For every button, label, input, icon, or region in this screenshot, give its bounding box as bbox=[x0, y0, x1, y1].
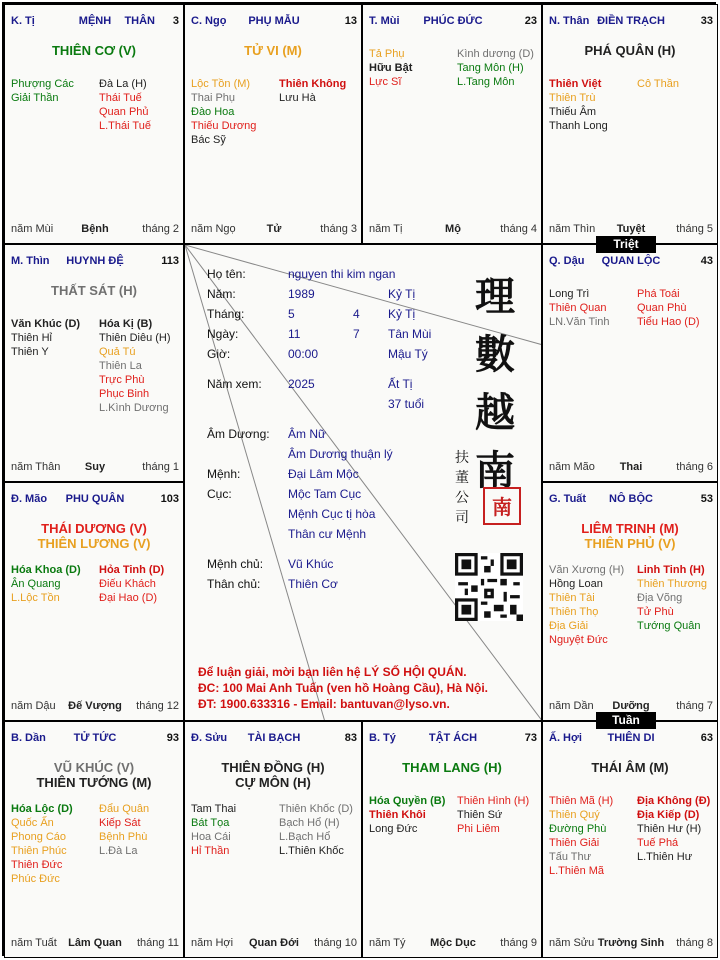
year-note: năm Dậu bbox=[11, 700, 56, 712]
palace-name: TÀI BẠCH bbox=[247, 732, 301, 744]
minor-star: Cô Thần bbox=[637, 78, 679, 90]
minor-star: Bệnh Phù bbox=[99, 831, 148, 843]
minor-star: Bạch Hổ (H) bbox=[279, 817, 340, 829]
branch-label: Ấ. Hợi bbox=[549, 732, 582, 744]
minor-star: L.Tang Môn bbox=[457, 76, 515, 88]
main-stars bbox=[547, 521, 713, 551]
branch-label: B. Dần bbox=[11, 732, 46, 744]
main-stars bbox=[9, 283, 179, 298]
am-duong-note: Âm Dương thuận lý bbox=[288, 447, 393, 461]
main-star: THIÊN CƠ (V) bbox=[51, 43, 137, 58]
minor-star: Phúc Đức bbox=[11, 873, 60, 885]
minor-star: Thiên La bbox=[99, 360, 142, 372]
qr-code[interactable] bbox=[455, 553, 523, 621]
minor-star: Thiên Hỉ bbox=[11, 332, 52, 344]
red-seal: 南 bbox=[483, 487, 521, 525]
than-chu-label: Thân chủ: bbox=[207, 577, 261, 591]
minor-star: Lực Sĩ bbox=[369, 76, 402, 88]
view-year-canchi: Ất Tị bbox=[388, 377, 413, 391]
main-stars bbox=[189, 760, 357, 790]
hour-label: Giờ: bbox=[207, 347, 231, 361]
month-value: 5 bbox=[288, 307, 295, 321]
year-note: năm Tị bbox=[369, 223, 403, 235]
age-value: 37 tuổi bbox=[388, 397, 425, 411]
palace-mao bbox=[4, 482, 184, 721]
minor-star: Thiếu Dương bbox=[191, 120, 257, 132]
palace-number: 73 bbox=[524, 732, 537, 744]
minor-star: L.Bạch Hổ bbox=[279, 831, 331, 843]
minor-star: Đẩu Quân bbox=[99, 803, 150, 815]
minor-star: Linh Tinh (H) bbox=[637, 564, 705, 576]
palace-name: PHỤ MẪU bbox=[248, 15, 300, 27]
month-note: tháng 4 bbox=[500, 223, 537, 235]
main-star: THIÊN TƯỚNG (M) bbox=[36, 775, 152, 790]
palace-name: ĐIỀN TRẠCH bbox=[597, 15, 665, 27]
minor-star: LN.Văn Tinh bbox=[549, 316, 610, 328]
minor-star: Đường Phù bbox=[549, 823, 607, 835]
branch-label: Đ. Sửu bbox=[191, 732, 228, 744]
palace-ngo bbox=[184, 4, 362, 244]
year-note: năm Hợi bbox=[191, 937, 234, 949]
minor-star: Thiên Quan bbox=[549, 302, 607, 314]
minor-star: L.Lộc Tồn bbox=[11, 592, 60, 604]
palace-mui bbox=[362, 4, 542, 244]
branch-label: Đ. Mão bbox=[11, 493, 48, 505]
minor-star: Nguyệt Đức bbox=[549, 634, 608, 646]
minor-star: Quan Phù bbox=[637, 302, 687, 314]
palace-name: TỬ TỨC bbox=[73, 732, 117, 744]
minor-star: L.Thái Tuế bbox=[99, 120, 151, 132]
minor-star: Hồng Loan bbox=[549, 578, 603, 590]
month-note: tháng 3 bbox=[320, 223, 357, 235]
month-note: tháng 7 bbox=[676, 700, 713, 712]
main-stars bbox=[547, 43, 713, 58]
palace-suu bbox=[184, 721, 362, 958]
palace-number: 113 bbox=[161, 255, 179, 267]
minor-star: Quan Phủ bbox=[99, 106, 149, 118]
triet-tag: Triệt bbox=[596, 236, 656, 253]
tuan-tag: Tuần bbox=[596, 712, 656, 729]
palace-dau bbox=[542, 244, 718, 482]
minor-star: Phong Cáo bbox=[11, 831, 67, 843]
year-note: năm Thân bbox=[11, 461, 61, 473]
minor-star: Thiên Trù bbox=[549, 92, 596, 104]
minor-star: Thiên Khốc (D) bbox=[279, 803, 353, 815]
menh-label: Mệnh: bbox=[207, 467, 241, 481]
palace-number: 33 bbox=[700, 15, 713, 27]
logo-char-1: 理 bbox=[475, 273, 515, 320]
life-stage: Mộ bbox=[445, 223, 461, 235]
minor-star: Thiên Khôi bbox=[369, 809, 426, 821]
minor-star: Tam Thai bbox=[191, 803, 237, 815]
minor-star: Địa Võng bbox=[637, 592, 683, 604]
minor-star: Địa Giải bbox=[549, 620, 589, 632]
minor-star: Thanh Long bbox=[549, 120, 608, 132]
contact-line-2: ĐC: 100 Mai Anh Tuấn (ven hồ Hoàng Cầu), Hà Nội. bbox=[198, 681, 489, 695]
month-note: tháng 2 bbox=[142, 223, 179, 235]
hour-canchi: Mậu Tý bbox=[388, 347, 428, 361]
palace-name: QUAN LỘC bbox=[601, 255, 661, 267]
palace-ti bbox=[4, 4, 184, 244]
minor-star: Hỏa Tinh (D) bbox=[99, 564, 165, 576]
logo-char-4: 南 bbox=[475, 447, 515, 494]
minor-star: Trực Phù bbox=[99, 374, 145, 386]
main-star: THIÊN LƯƠNG (V) bbox=[37, 536, 151, 551]
year-note: năm Mão bbox=[549, 461, 595, 473]
minor-star: Thiên Hình (H) bbox=[457, 795, 530, 807]
palace-name: MỆNH bbox=[78, 15, 112, 27]
minor-star: Hỉ Thần bbox=[191, 845, 230, 857]
branch-label: B. Tý bbox=[369, 732, 396, 744]
day-canchi: Tân Mùi bbox=[388, 327, 432, 341]
cuc-note-1: Mệnh Cục tị hòa bbox=[288, 507, 376, 521]
palace-name: PHÚC ĐỨC bbox=[423, 15, 483, 27]
main-star: THAM LANG (H) bbox=[402, 760, 502, 775]
main-star: TỬ VI (M) bbox=[244, 43, 302, 58]
minor-star: Văn Khúc (D) bbox=[11, 318, 81, 330]
minor-star: Thiên Quý bbox=[549, 809, 600, 821]
day-value: 11 bbox=[288, 327, 301, 341]
center-info-panel bbox=[184, 244, 542, 721]
main-stars bbox=[9, 521, 179, 551]
palace-name: PHU QUÂN bbox=[65, 493, 125, 505]
minor-star: Thiên Sứ bbox=[457, 809, 503, 821]
main-star: THIÊN ĐỒNG (H) bbox=[221, 760, 325, 775]
minor-star: Kiếp Sát bbox=[99, 817, 141, 829]
branch-label: M. Thìn bbox=[11, 255, 50, 267]
palace-number: 83 bbox=[344, 732, 357, 744]
palace-name: NÔ BỘC bbox=[609, 493, 653, 505]
month-note: tháng 8 bbox=[676, 937, 713, 949]
minor-star: Thiên Phúc bbox=[11, 845, 67, 857]
logo-small-2: 董 bbox=[455, 470, 469, 486]
minor-star: Thiên Thương bbox=[637, 578, 708, 590]
year-note: năm Tuất bbox=[11, 937, 57, 949]
main-star: THÁI DƯƠNG (V) bbox=[41, 521, 147, 536]
minor-star: Bác Sỹ bbox=[191, 134, 226, 146]
palace-than bbox=[542, 4, 718, 244]
menh-value: Đại Lâm Mộc bbox=[288, 467, 359, 481]
life-stage: Trường Sinh bbox=[597, 937, 665, 949]
life-stage: Dưỡng bbox=[612, 700, 650, 712]
minor-star: Thiên Thọ bbox=[549, 606, 599, 618]
branch-label: K. Tị bbox=[11, 15, 35, 27]
main-star: VŨ KHÚC (V) bbox=[53, 760, 135, 775]
branch-label: N. Thân bbox=[549, 15, 590, 27]
month-note: tháng 1 bbox=[142, 461, 179, 473]
logo-small-3: 公 bbox=[455, 490, 469, 506]
palace-thin bbox=[4, 244, 184, 482]
minor-star: Thiên Tài bbox=[549, 592, 595, 604]
main-star: THẤT SÁT (H) bbox=[51, 283, 137, 298]
year-label: Năm: bbox=[207, 287, 236, 301]
minor-star: Thiên Hư (H) bbox=[637, 823, 702, 835]
life-stage: Thai bbox=[619, 461, 643, 473]
branch-label: G. Tuất bbox=[549, 493, 587, 505]
minor-star: Bát Tọa bbox=[191, 817, 230, 829]
minor-star: Hoa Cái bbox=[191, 831, 231, 843]
minor-star: L.Thiên Mã bbox=[549, 865, 605, 877]
minor-star: L.Thiên Hư bbox=[637, 851, 693, 863]
than-chu-value: Thiên Cơ bbox=[288, 577, 338, 591]
life-stage: Lâm Quan bbox=[68, 937, 122, 949]
minor-star: Tướng Quân bbox=[637, 620, 701, 632]
life-stage: Quan Đới bbox=[249, 937, 299, 949]
month-note: tháng 11 bbox=[136, 937, 179, 949]
minor-star: Tấu Thư bbox=[549, 851, 592, 863]
minor-star: Địa Kiếp (D) bbox=[637, 809, 700, 821]
month-note: tháng 12 bbox=[136, 700, 179, 712]
palace-hoi bbox=[542, 721, 718, 958]
year-canchi: Kỷ Tị bbox=[388, 287, 416, 301]
minor-star: Lưu Hà bbox=[279, 92, 316, 104]
minor-star: Thiên Y bbox=[11, 346, 49, 358]
minor-star: Thiếu Âm bbox=[549, 106, 597, 118]
minor-star: Long Trì bbox=[549, 288, 590, 300]
main-stars bbox=[367, 760, 537, 775]
month-canchi: Kỷ Tị bbox=[388, 307, 416, 321]
life-stage: Bệnh bbox=[81, 223, 109, 235]
main-star: THIÊN PHỦ (V) bbox=[584, 536, 676, 551]
cuc-note-2: Thân cư Mệnh bbox=[288, 527, 367, 541]
minor-star: Long Đức bbox=[369, 823, 418, 835]
cuc-value: Mộc Tam Cục bbox=[288, 487, 362, 501]
palace-number: 3 bbox=[172, 15, 179, 27]
menh-chu-label: Mệnh chủ: bbox=[207, 557, 264, 571]
cuc-label: Cục: bbox=[207, 487, 232, 501]
contact-line-3[interactable]: ĐT: 1900.633316 - Email: bantuvan@lyso.vn. bbox=[198, 697, 450, 711]
logo-small-4: 司 bbox=[455, 510, 469, 526]
minor-star: Đà La (H) bbox=[99, 78, 147, 90]
palace-name: HUYNH ĐỆ bbox=[66, 255, 124, 267]
year-note: năm Tý bbox=[369, 937, 406, 949]
minor-star: Giải Thần bbox=[11, 92, 59, 104]
palace-number: 43 bbox=[700, 255, 713, 267]
palace-number: 13 bbox=[344, 15, 357, 27]
palace-number: 103 bbox=[160, 493, 179, 505]
main-star: LIÊM TRINH (M) bbox=[581, 521, 679, 536]
month-label: Tháng: bbox=[207, 307, 245, 321]
main-stars bbox=[9, 43, 179, 58]
minor-star: Phượng Các bbox=[11, 78, 74, 90]
minor-star: Tử Phù bbox=[637, 606, 674, 618]
minor-star: Thiên Diêu (H) bbox=[99, 332, 171, 344]
minor-star: Thiên Đức bbox=[11, 859, 63, 871]
minor-star: Hữu Bật bbox=[369, 62, 413, 74]
minor-star: Lộc Tồn (M) bbox=[191, 78, 251, 90]
month-note: tháng 6 bbox=[676, 461, 713, 473]
name-value: nguyen thi kim ngan bbox=[288, 267, 396, 281]
than-marker: THÂN bbox=[124, 15, 155, 27]
year-note: năm Thìn bbox=[549, 223, 596, 235]
life-stage: Suy bbox=[84, 461, 106, 473]
minor-star: Đào Hoa bbox=[191, 106, 235, 118]
branch-label: Q. Dậu bbox=[549, 255, 585, 267]
minor-star: Phá Toái bbox=[637, 288, 680, 300]
minor-star: Phục Binh bbox=[99, 388, 150, 400]
minor-star: Quốc Ấn bbox=[11, 817, 54, 829]
minor-star: Phi Liêm bbox=[457, 823, 500, 835]
minor-star: Tiểu Hao (D) bbox=[637, 316, 700, 328]
minor-star: L.Kình Dương bbox=[99, 402, 169, 414]
palace-number: 93 bbox=[166, 732, 179, 744]
palace-ty bbox=[362, 721, 542, 958]
minor-star: Hóa Kị (B) bbox=[99, 318, 153, 330]
minor-star: Tả Phụ bbox=[369, 48, 405, 60]
logo-small-1: 扶 bbox=[455, 450, 469, 466]
hour-value: 00:00 bbox=[288, 347, 319, 361]
year-note: năm Dần bbox=[549, 700, 594, 712]
logo-char-2: 數 bbox=[475, 331, 515, 378]
palace-number: 63 bbox=[700, 732, 713, 744]
name-label: Họ tên: bbox=[207, 267, 246, 281]
main-stars bbox=[189, 43, 357, 58]
main-stars bbox=[547, 760, 713, 775]
minor-star: Thái Tuế bbox=[99, 92, 142, 104]
minor-star: Văn Xương (H) bbox=[549, 564, 625, 576]
minor-star: Thiên Giải bbox=[549, 837, 600, 849]
palace-tuat bbox=[542, 482, 718, 721]
branch-label: T. Mùi bbox=[369, 15, 400, 27]
year-note: năm Ngọ bbox=[191, 223, 236, 235]
palace-dan bbox=[4, 721, 184, 958]
minor-star: Hóa Lộc (D) bbox=[11, 803, 73, 815]
minor-star: Hóa Quyền (B) bbox=[369, 795, 446, 807]
palace-name: TẬT ÁCH bbox=[428, 732, 478, 744]
palace-name: THIÊN DI bbox=[607, 732, 655, 744]
minor-star: Kình dương (D) bbox=[457, 48, 534, 60]
life-stage: Tuyệt bbox=[616, 223, 646, 235]
branch-label: C. Ngọ bbox=[191, 15, 227, 27]
main-star: THÁI ÂM (M) bbox=[591, 760, 669, 775]
minor-star: Ân Quang bbox=[11, 578, 61, 590]
life-stage: Mộc Dục bbox=[430, 937, 476, 949]
minor-star: Thai Phụ bbox=[191, 92, 236, 104]
year-value: 1989 bbox=[288, 287, 315, 301]
month-note: tháng 9 bbox=[500, 937, 537, 949]
main-stars bbox=[9, 760, 179, 790]
menh-chu-value: Vũ Khúc bbox=[288, 557, 334, 571]
horoscope-chart bbox=[2, 2, 716, 956]
year-note: năm Sửu bbox=[549, 937, 595, 949]
day-label: Ngày: bbox=[207, 327, 239, 341]
minor-star: Quả Tú bbox=[99, 346, 136, 358]
contact-line-1: Để luận giải, mời bạn liên hệ LÝ SỐ HỘI QUÁN. bbox=[198, 665, 467, 679]
minor-star: Điếu Khách bbox=[99, 578, 156, 590]
palace-number: 23 bbox=[524, 15, 537, 27]
am-duong-label: Âm Dương: bbox=[207, 427, 270, 441]
month-lunar: 4 bbox=[353, 307, 360, 321]
palace-number: 53 bbox=[700, 493, 713, 505]
view-year-value: 2025 bbox=[288, 377, 315, 391]
minor-star: Thiên Mã (H) bbox=[549, 795, 614, 807]
minor-star: L.Đà La bbox=[99, 845, 138, 857]
life-stage: Đế Vượng bbox=[68, 700, 122, 712]
minor-star: Thiên Không bbox=[279, 78, 347, 90]
minor-star: Thiên Việt bbox=[549, 78, 602, 90]
minor-star: L.Thiên Khốc bbox=[279, 845, 344, 857]
minor-star: Hóa Khoa (D) bbox=[11, 564, 81, 576]
main-star: PHÁ QUÂN (H) bbox=[584, 43, 676, 58]
logo-char-3: 越 bbox=[475, 389, 515, 436]
main-star: CỰ MÔN (H) bbox=[235, 775, 311, 790]
month-note: tháng 5 bbox=[676, 223, 713, 235]
minor-star: Đại Hao (D) bbox=[99, 592, 158, 604]
month-note: tháng 10 bbox=[314, 937, 357, 949]
year-note: năm Mùi bbox=[11, 223, 54, 235]
minor-star: Tang Môn (H) bbox=[457, 62, 524, 74]
minor-star: Địa Không (Đ) bbox=[637, 795, 711, 807]
minor-star: Tuế Phá bbox=[637, 837, 679, 849]
am-duong-value: Âm Nữ bbox=[288, 427, 327, 441]
view-year-label: Năm xem: bbox=[207, 377, 262, 391]
day-lunar: 7 bbox=[353, 327, 360, 341]
life-stage: Tử bbox=[266, 223, 282, 235]
